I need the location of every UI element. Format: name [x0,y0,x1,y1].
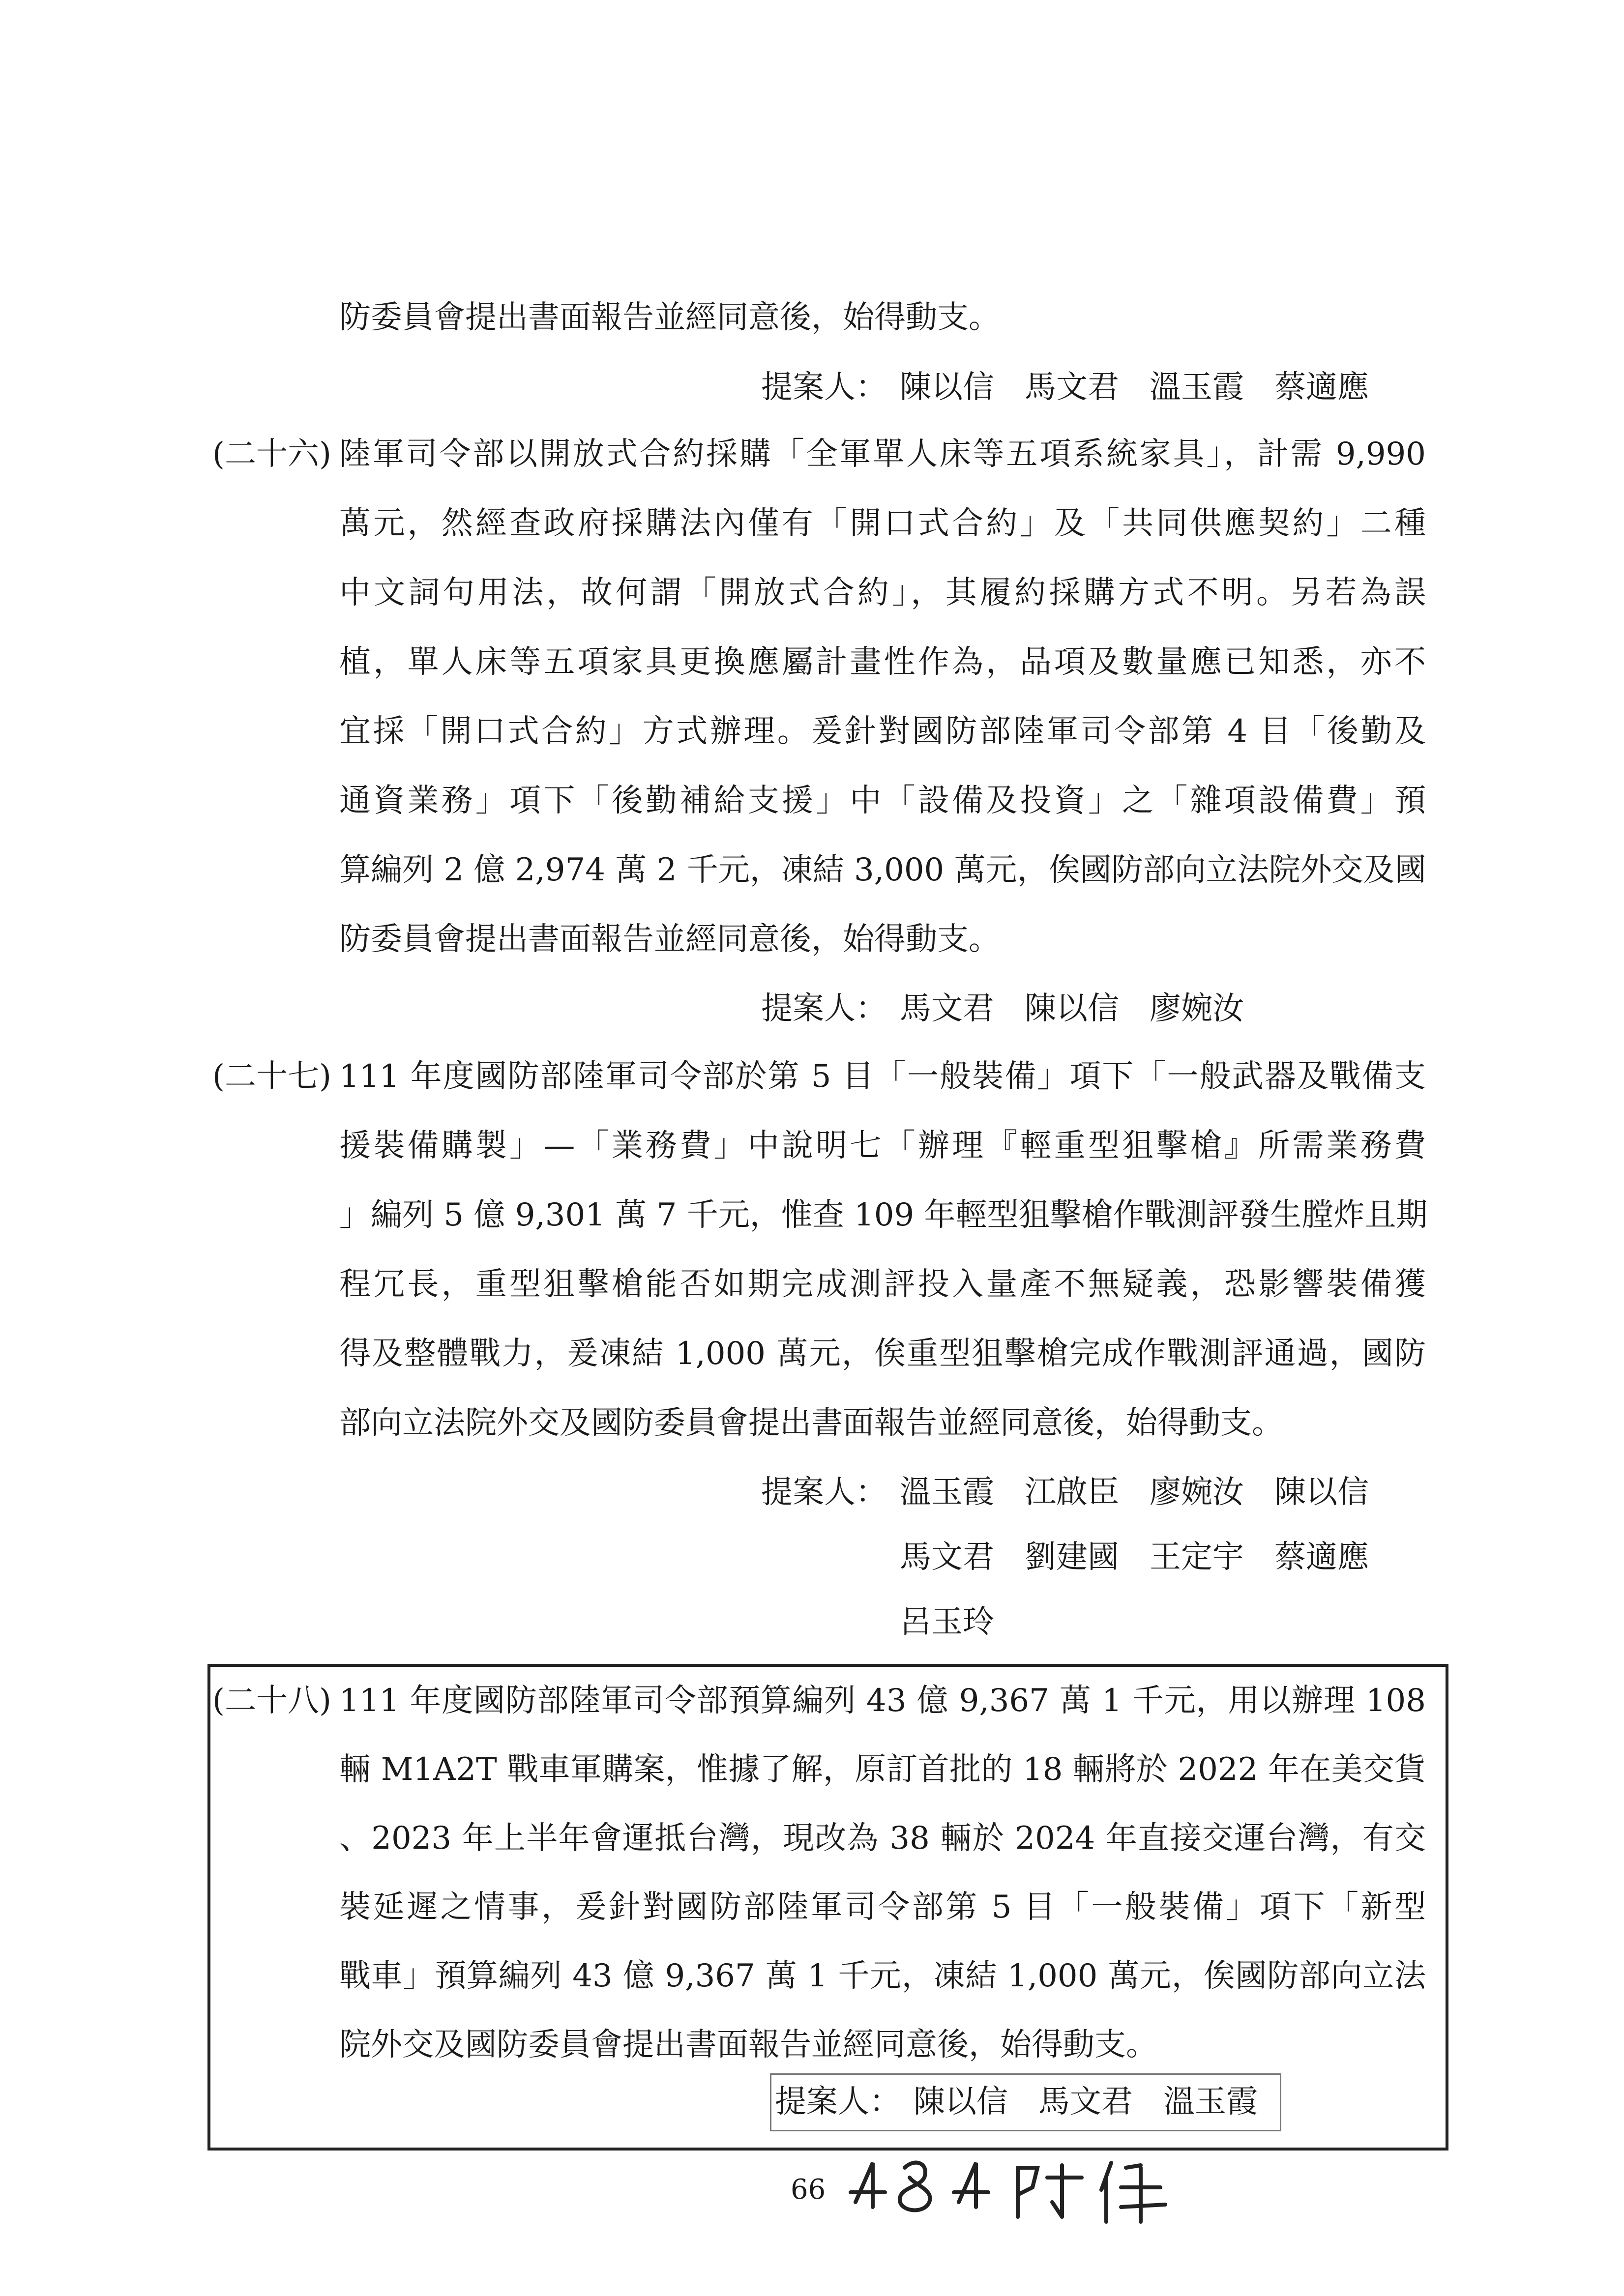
proposer-name: 呂玉玲 [900,1604,994,1640]
paragraph-27-line-2: 援裝備購製」—「業務費」中說明七「辦理『輕重型狙擊槍』所需業務費 [339,1128,1426,1164]
paragraph-27-line-4: 程冗長，重型狙擊槍能否如期完成測評投入量產不無疑義，恐影響裝備獲 [339,1266,1426,1303]
paragraph-27-proposers-row-2 [900,1538,1399,1577]
paragraph-27-line-6: 部向立法院外交及國防委員會提出書面報告並經同意後，始得動支。 [339,1405,1283,1441]
proposer-name: 馬文君 [1038,2084,1133,2120]
paragraph-26-label: (二十六) [212,436,331,472]
paragraph-27-line-5: 得及整體戰力，爰凍結 1,000 萬元，俟重型狙擊槍完成作戰測評通過，國防 [339,1336,1426,1372]
paragraph-28-line-3: 、2023 年上半年會運抵台灣，現改為 38 輛於 2024 年直接交運台灣，有交 [339,1820,1426,1857]
paragraph-26-line-3: 中文詞句用法，故何謂「開放式合約」，其履約採購方式不明。另若為誤 [339,575,1426,611]
proposer-name: 廖婉汝 [1150,990,1244,1027]
page-number: 66 [791,2174,826,2206]
paragraph-28-line-1: 111 年度國防部陸軍司令部預算編列 43 億 9,367 萬 1 千元，用以辦理 108 [339,1683,1426,1719]
proposer-name: 溫玉霞 [900,1474,994,1511]
paragraph-27-line-3: 」編列 5 億 9,301 萬 7 千元，惟查 109 年輕型狙擊槍作戰測評發生膛炸且期 [339,1197,1428,1233]
paragraph-26-line-7: 算編列 2 億 2,974 萬 2 千元，凍結 3,000 萬元，俟國防部向立法院外交及國 [339,852,1426,888]
proposer-name: 蔡適應 [1274,1539,1369,1575]
paragraph-26-line-8: 防委員會提出書面報告並經同意後，始得動支。 [339,921,1000,958]
paragraph-26-proposers [900,989,1274,1028]
proposer-name: 陳以信 [1025,990,1119,1027]
paragraph-27-proposers-row-3 [900,1602,1025,1642]
paragraph-26-line-6: 通資業務」項下「後勤補給支援」中「設備及投資」之「雜項設備費」預 [339,783,1426,819]
handwriting-scribble [846,2148,1190,2227]
paragraph-28-proposers [914,2082,1288,2122]
proposer-name: 馬文君 [900,990,994,1027]
proposer-name: 王定宇 [1150,1539,1244,1575]
paragraph-27-line-1: 111 年度國防部陸軍司令部於第 5 目「一般裝備」項下「一般武器及戰備支 [339,1058,1426,1095]
paragraph-26-line-2: 萬元，然經查政府採購法內僅有「開口式合約」及「共同供應契約」二種 [339,505,1426,542]
paragraph-25-line-1: 防委員會提出書面報告並經同意後，始得動支。 [339,299,1000,336]
proposer-name: 蔡適應 [1274,369,1369,406]
proposer-name: 陳以信 [1274,1474,1369,1511]
proposer-name: 陳以信 [914,2084,1008,2120]
proposer-name: 溫玉霞 [1150,369,1244,406]
paragraph-27-label: (二十七) [212,1058,331,1095]
proposer-name: 劉建國 [1025,1539,1119,1575]
paragraph-28-line-6: 院外交及國防委員會提出書面報告並經同意後，始得動支。 [339,2027,1157,2063]
paragraph-26-line-1: 陸軍司令部以開放式合約採購「全軍單人床等五項系統家具」，計需 9,990 [339,436,1426,472]
paragraph-28-label: (二十八) [212,1683,331,1719]
proposer-name: 陳以信 [900,369,994,406]
paragraph-26-proposer-label: 提案人： [761,990,887,1027]
paragraph-25-proposers [900,368,1399,407]
paragraph-27-proposer-label: 提案人： [761,1474,887,1511]
proposer-name: 廖婉汝 [1150,1474,1244,1511]
paragraph-28-line-4: 裝延遲之情事，爰針對國防部陸軍司令部第 5 目「一般裝備」項下「新型 [339,1889,1426,1925]
paragraph-26-line-4: 植，單人床等五項家具更換應屬計畫性作為，品項及數量應已知悉，亦不 [339,644,1426,680]
proposer-name: 溫玉霞 [1163,2084,1258,2120]
proposer-name: 馬文君 [1025,369,1119,406]
paragraph-25-proposer-label: 提案人： [761,369,887,406]
paragraph-28-line-5: 戰車」預算編列 43 億 9,367 萬 1 千元，凍結 1,000 萬元，俟國防部向立法 [339,1958,1426,1994]
paragraph-26-line-5: 宜採「開口式合約」方式辦理。爰針對國防部陸軍司令部第 4 目「後勤及 [339,713,1426,750]
paragraph-28-line-2: 輛 M1A2T 戰車軍購案，惟據了解，原訂首批的 18 輛將於 2022 年在美交貨 [339,1751,1426,1788]
paragraph-28-proposer-label: 提案人： [775,2084,901,2120]
handwritten-annotation [846,2148,1190,2229]
proposer-name: 江啟臣 [1025,1474,1119,1511]
paragraph-27-proposers-row-1 [900,1473,1399,1512]
proposer-name: 馬文君 [900,1539,994,1575]
